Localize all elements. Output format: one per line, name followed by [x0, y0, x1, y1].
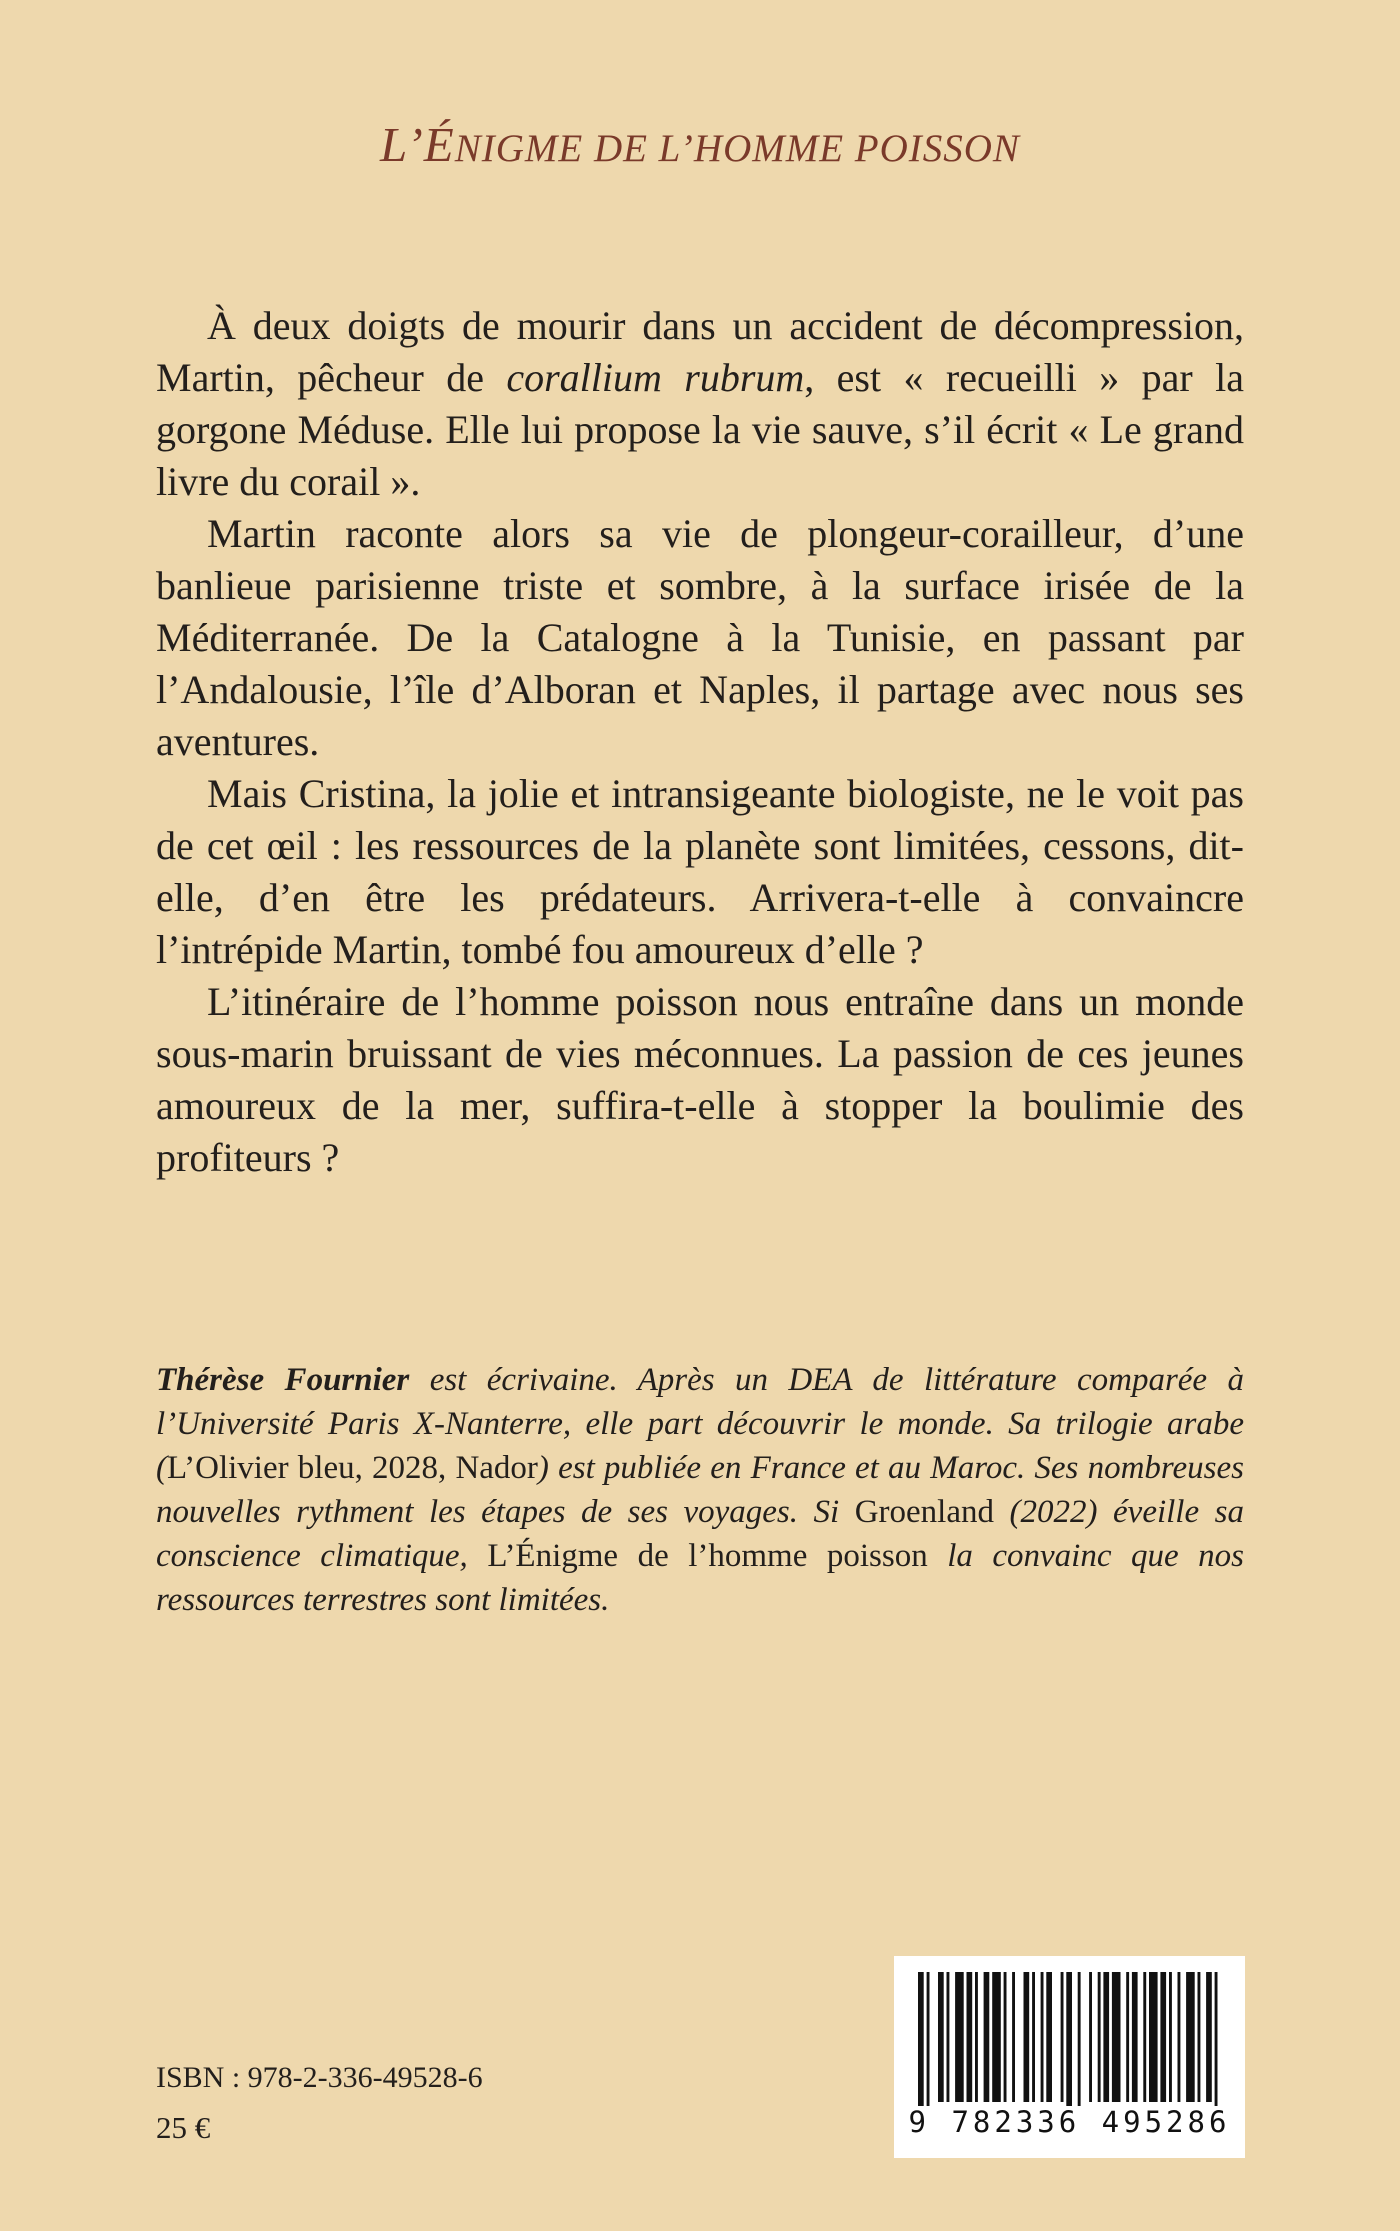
- barcode-bar: [984, 1972, 990, 2102]
- author-bio-paragraph: [156, 1358, 1244, 1622]
- barcode-bar: [975, 1972, 978, 2102]
- synopsis-paragraph-3: Mais Cristina, la jolie et intransigeante biologiste, ne le voit pas de cet œil : les ressources de la planète sont limitées, cessons, dit-elle, d’en être les prédateurs. Arrivera-t-elle à convaincre l’intrépide Martin, tombé fou amoureux d’elle ?: [156, 771, 1244, 972]
- barcode-bar: [1149, 1972, 1158, 2102]
- book-title-rest: NIGME DE L’HOMME POISSON: [454, 127, 1020, 170]
- synopsis-paragraph-4: L’itinéraire de l’homme poisson nous entraîne dans un monde sous-marin bruissant de vies méconnues. La passion de ces jeunes amoureux de la mer, suffira-t-elle à stopper la boulimie des profiteurs ?: [156, 979, 1244, 1180]
- barcode-bar: [967, 1972, 973, 2102]
- barcode-bar: [1061, 1972, 1064, 2102]
- barcode-bar: [1186, 1972, 1195, 2102]
- barcode-bar: [1046, 1972, 1052, 2102]
- barcode-bar: [1004, 1972, 1007, 2102]
- author-name: Thérèse Fournier: [156, 1362, 410, 1398]
- bio-book-enigme: L’Énigme de l’homme poisson: [487, 1538, 928, 1574]
- barcode-bar: [1089, 1972, 1092, 2102]
- isbn: ISBN : 978-2-336-49528-6: [156, 2061, 483, 2094]
- synopsis-paragraph-1: [156, 300, 1244, 508]
- barcode-bar: [918, 1972, 924, 2112]
- bio-text-1: est écrivaine. Après un DEA de littérature comparée à l’Université Paris X-Nanterre, elle part découvrir le monde. Sa trilogie arabe (: [156, 1362, 1244, 1486]
- barcode-bar: [1160, 1972, 1166, 2102]
- bio-text-2: ) est publiée en France et au Maroc. Ses nombreuses nouvelles rythment les étapes de ses voyages. Si: [156, 1450, 1244, 1530]
- barcode: [894, 1956, 1245, 2158]
- barcode-bar: [947, 1972, 950, 2102]
- barcode-bar: [1112, 1972, 1121, 2102]
- barcode-bar: [1143, 1972, 1146, 2102]
- bio-text-4: la convainc que nos ressources terrestres sont limitées.: [156, 1538, 1244, 1618]
- barcode-bar: [1103, 1972, 1109, 2102]
- synopsis-p1-end: , est « recueilli » par la gorgone Méduse. Elle lui propose la vie sauve, s’il écrit « Le grand livre du corail ».: [156, 355, 1244, 504]
- barcode-bar: [1032, 1972, 1035, 2102]
- bio-book-trilogy: L’Olivier bleu, 2028, Nador: [167, 1450, 538, 1486]
- bio-book-groenland: Groenland: [854, 1494, 995, 1530]
- barcode-bar: [1012, 1972, 1015, 2102]
- barcode-bar: [1066, 1972, 1072, 2112]
- barcode-bar: [992, 1972, 1001, 2102]
- barcode-bar: [1024, 1972, 1030, 2102]
- bio-text-3: (2022) éveille sa conscience climatique,: [156, 1494, 1244, 1574]
- synopsis: [156, 300, 1244, 1184]
- book-title-initial: L’É: [380, 117, 455, 172]
- barcode-bar: [955, 1972, 964, 2102]
- synopsis-p1-latin-name: corallium rubrum: [506, 355, 805, 400]
- barcode-digits: 9 782336 495286: [904, 2106, 1235, 2138]
- price: 25 €: [156, 2110, 211, 2145]
- book-title: [0, 117, 1400, 172]
- barcode-bar: [1215, 1972, 1218, 2112]
- barcode-bar: [1078, 1972, 1081, 2112]
- barcode-bar: [1206, 1972, 1212, 2102]
- barcode-bar: [1169, 1972, 1172, 2102]
- barcode-bar: [1098, 1972, 1101, 2102]
- barcode-bar: [1198, 1972, 1201, 2102]
- synopsis-paragraph-2: Martin raconte alors sa vie de plongeur-corailleur, d’une banlieue parisienne triste et sombre, à la surface irisée de la Méditerranée. De la Catalogne à la Tunisie, en passant par l’Andalousie, l’île d’Alboran et Naples, il partage avec nous ses aventures.: [156, 511, 1244, 764]
- barcode-bar: [927, 1972, 930, 2112]
- barcode-bar: [1041, 1972, 1044, 2102]
- synopsis-p1-start: À deux doigts de mourir dans un accident de décompression, Martin, pêcheur de: [156, 303, 1244, 400]
- barcode-bar: [1132, 1972, 1138, 2102]
- barcode-bar: [1178, 1972, 1181, 2102]
- barcode-bar: [1126, 1972, 1129, 2102]
- author-bio: [156, 1358, 1244, 1622]
- barcode-bar: [938, 1972, 944, 2102]
